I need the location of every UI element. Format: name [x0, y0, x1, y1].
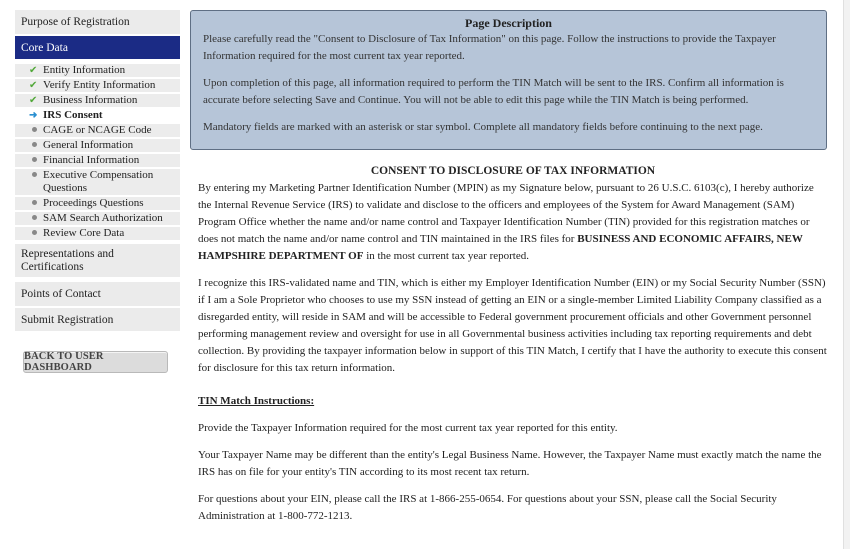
sidebar-item-submit-registration[interactable]: [15, 308, 180, 332]
page-description-panel: [190, 10, 827, 150]
sidebar-subitem-label: CAGE or NCAGE Code: [43, 124, 152, 136]
page-description-title: Page Description: [465, 16, 552, 30]
page-description-text: Mandatory fields are marked with an asterisk or star symbol. Complete all mandatory fields before continuing to the next page.: [203, 121, 763, 133]
bullet-icon: [29, 197, 43, 210]
page-description-text: Upon completion of this page, all information required to perform the TIN Match will be sent to the IRS. Confirm all information is accurate before selecting Save and Continue. You will not be able to edit this page while the TIN Match is being performed.: [203, 77, 784, 106]
sidebar-subitem[interactable]: [15, 197, 180, 210]
bullet-icon: [29, 139, 43, 152]
sidebar-item-core-data[interactable]: [15, 36, 180, 60]
entity-name: BUSINESS AND ECONOMIC AFFAIRS, NEW HAMPSHIRE DEPARTMENT OF: [198, 233, 803, 262]
sidebar-subitem[interactable]: [15, 169, 180, 195]
sidebar-item-label: Representations and Certifications: [21, 247, 114, 273]
sidebar-subitem-label: General Information: [43, 139, 134, 151]
sidebar-subitem-label: Review Core Data: [43, 227, 125, 239]
sidebar-subitem-label: Verify Entity Information: [43, 79, 156, 91]
sidebar: [15, 0, 180, 549]
tin-instructions-title: TIN Match Instructions:: [198, 395, 315, 407]
sidebar-subitem-label: Entity Information: [43, 64, 126, 76]
tin-instruction-paragraph: Your Taxpayer Name may be different than the entity's Legal Business Name. However, the Taxpayer Name must exactly match the name the IRS has on file for your entity's TIN according to its most recent tax return.: [198, 449, 822, 478]
tin-instruction-paragraph: Provide the Taxpayer Information required for the most current tax year reported for this entity.: [198, 422, 618, 434]
bullet-icon: [29, 227, 43, 240]
consent-title: CONSENT TO DISCLOSURE OF TAX INFORMATION: [370, 165, 656, 177]
consent-text: in the most current tax year reported.: [363, 250, 529, 262]
sidebar-subitem[interactable]: [15, 212, 180, 225]
consent-content: [198, 163, 828, 535]
sidebar-subitem[interactable]: [15, 227, 180, 240]
page-description-text: Please carefully read the "Consent to Disclosure of Tax Information" on this page. Follow the instructions to provide the Taxpayer Information required for the most current tax year reported.: [203, 33, 776, 62]
sidebar-subitem-label: Executive Compensation Questions: [43, 169, 154, 194]
tin-instruction-paragraph: For questions about your EIN, please call the IRS at 1-866-255-0654. For questions about your SSN, please call the Social Security Administration at 1-800-772-1213.: [198, 493, 777, 522]
checkmark-icon: ✔: [29, 95, 38, 106]
bullet-icon: [29, 169, 43, 182]
sidebar-subitem-label: SAM Search Authorization: [43, 212, 163, 224]
page-scrollbar[interactable]: [843, 0, 850, 549]
checkmark-icon: ✔: [29, 65, 38, 76]
sidebar-subitem[interactable]: [15, 109, 180, 122]
sidebar-subitem[interactable]: [15, 139, 180, 152]
bullet-icon: [29, 212, 43, 225]
back-to-dashboard-button[interactable]: BACK TO USER DASHBOARD: [23, 351, 168, 373]
sidebar-subitem-label: Proceedings Questions: [43, 197, 144, 209]
bullet-icon: [29, 124, 43, 137]
checkmark-icon: ✔: [29, 80, 38, 91]
sidebar-item-label: Core Data: [21, 41, 68, 54]
sidebar-subitem-label: IRS Consent: [43, 109, 103, 121]
consent-paragraph: I recognize this IRS-validated name and TIN, which is either my Employer Identification Number (EIN) or my Social Security Number (SSN) if I am a Sole Proprietor who chooses to use my SSN instead of getting an EIN or a single-member Limited Liability Company classified as a disregarded entity, will reside in SAM and will be accessible to Federal government procurement officials and other Government personnel performing management review and oversight for use in all Governmental business activities including tax reporting requirements and debt collection. By providing the taxpayer information below in support of this TIN Match, I certify that I have the authority to execute this consent for disclosure for this tax return information.: [198, 277, 827, 374]
sidebar-item-purpose[interactable]: [15, 10, 180, 35]
sidebar-subitem-label: Business Information: [43, 94, 138, 106]
sidebar-item-points-of-contact[interactable]: [15, 282, 180, 307]
sidebar-subitem[interactable]: [15, 79, 180, 92]
sidebar-item-label: Points of Contact: [21, 288, 101, 300]
sidebar-subitem[interactable]: [15, 124, 180, 137]
sidebar-item-label: Submit Registration: [21, 313, 114, 326]
arrow-right-icon: ➜: [29, 110, 38, 121]
sidebar-item-representations[interactable]: [15, 244, 180, 278]
bullet-icon: [29, 154, 43, 167]
sidebar-item-label: Purpose of Registration: [21, 16, 130, 28]
sidebar-subitem[interactable]: [15, 64, 180, 77]
core-data-sub-list: [15, 61, 180, 244]
consent-text: By entering my Marketing Partner Identification Number (MPIN) as my Signature below, pursuant to 26 U.S.C. 6103(c), I hereby authorize the Internal Revenue Service (IRS) to validate and disclose to the officers and employees of the System for Award Management (SAM) Program Office whether the name and/or name control and Taxpayer Identification Number (TIN) provided for this registration matches or does not match the name and/or name control and TIN maintained in the IRS files for: [198, 182, 814, 245]
sidebar-subitem[interactable]: [15, 154, 180, 167]
sidebar-subitem[interactable]: [15, 94, 180, 107]
sidebar-subitem-label: Financial Information: [43, 154, 140, 166]
consent-paragraph: [198, 180, 828, 265]
